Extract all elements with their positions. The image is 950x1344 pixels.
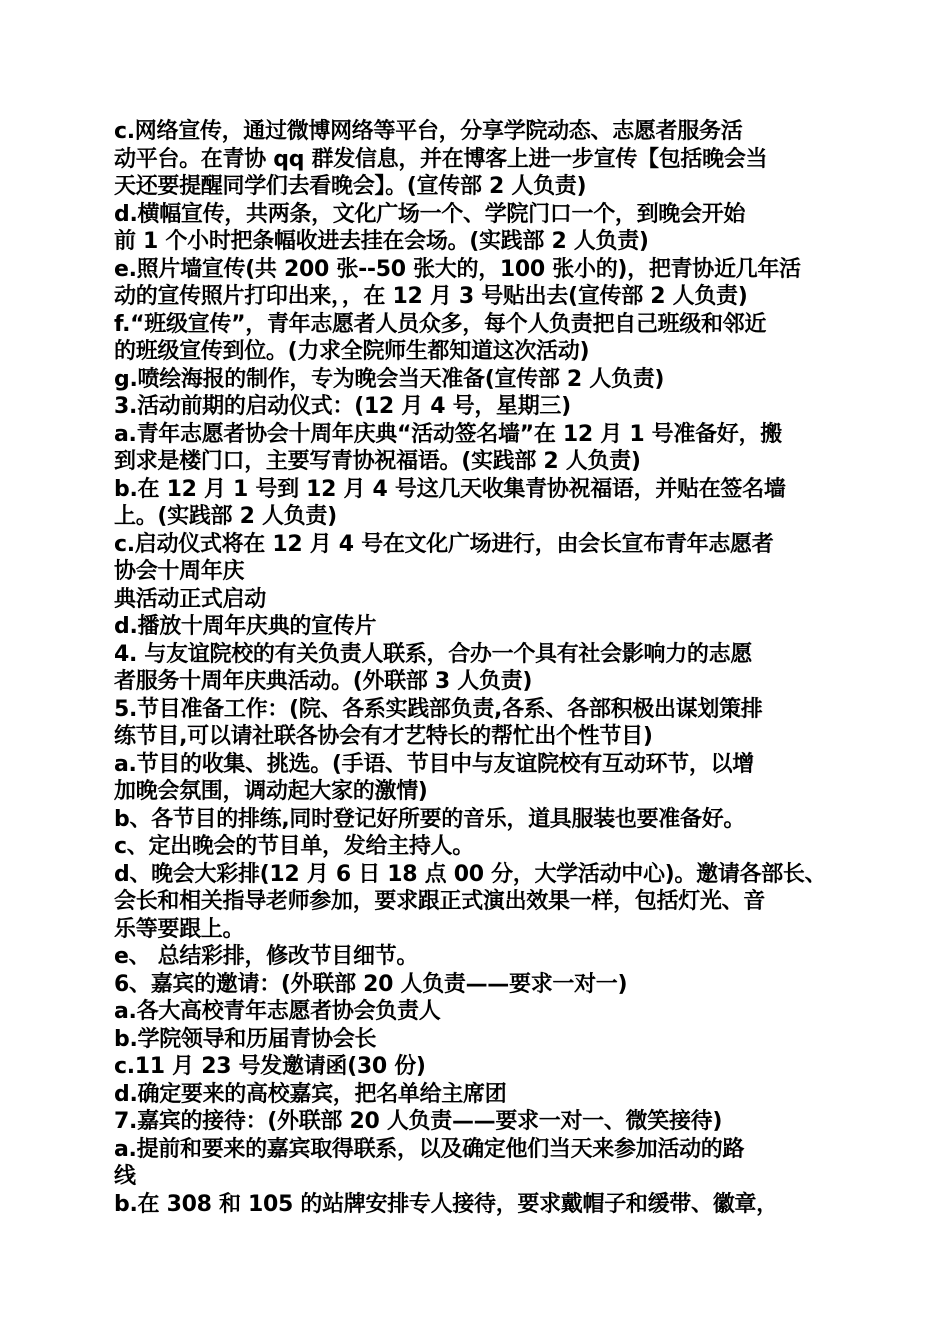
text-line: 3.活动前期的启动仪式：(12 月 4 号，星期三) — [114, 394, 571, 419]
text-line: 的班级宣传到位。(力求全院师生都知道这次活动) — [114, 339, 590, 364]
text-line: f.“班级宣传”，青年志愿者人员众多，每个人负责把自己班级和邻近 — [114, 311, 767, 337]
text-line: 7.嘉宾的接待：(外联部 20 人负责——要求一对一、微笑接待) — [114, 1109, 723, 1134]
text-line: a.各大高校青年志愿者协会负责人 — [114, 999, 441, 1024]
text-line: b.学院领导和历届青协会长 — [114, 1026, 377, 1052]
text-line: b.在 12 月 1 号到 12 月 4 号这几天收集青协祝福语，并贴在签名墙 — [114, 476, 786, 502]
text-line: 加晚会氛围，调动起大家的激情) — [114, 779, 428, 804]
text-line: b、各节目的排练,同时登记好所要的音乐，道具服装也要准备好。 — [114, 806, 746, 832]
text-line: 动平台。在青协 qq 群发信息，并在博客上进一步宣传【包括晚会当 — [114, 146, 768, 172]
text-line: d.播放十周年庆典的宣传片 — [114, 614, 377, 639]
text-line: a.青年志愿者协会十周年庆典“活动签名墙”在 12 月 1 号准备好，搬 — [114, 421, 782, 447]
text-line: d、晚会大彩排(12 月 6 日 18 点 00 分，大学活动中心)。邀请各部长、 — [114, 861, 827, 887]
text-line: g.喷绘海报的制作，专为晚会当天准备(宣传部 2 人负责) — [114, 366, 665, 392]
document-body — [114, 118, 849, 1218]
text-line: 前 1 个小时把条幅收进去挂在会场。(实践部 2 人负责) — [114, 229, 649, 254]
text-line: 协会十周年庆 — [114, 559, 245, 584]
text-line: a.提前和要来的嘉宾取得联系，以及确定他们当天来参加活动的路 — [114, 1136, 745, 1162]
text-line: 天还要提醒同学们去看晚会】。(宣传部 2 人负责) — [114, 174, 587, 199]
text-line: 者服务十周年庆典活动。(外联部 3 人负责) — [114, 669, 533, 694]
text-line: b.在 308 和 105 的站牌安排专人接待，要求戴帽子和缓带、徽章， — [114, 1191, 778, 1217]
text-line: 上。(实践部 2 人负责) — [114, 504, 337, 529]
text-line: e.照片墙宣传(共 200 张--50 张大的，100 张小的)，把青协近几年活 — [114, 256, 801, 282]
text-line: c.网络宣传，通过微博网络等平台，分享学院动态、志愿者服务活 — [114, 119, 743, 144]
text-line: d.确定要来的高校嘉宾，把名单给主席团 — [114, 1081, 507, 1107]
text-line: a.节目的收集、挑选。(手语、节目中与友谊院校有互动环节，以增 — [114, 751, 754, 777]
text-line: 6、嘉宾的邀请：(外联部 20 人负责——要求一对一) — [114, 971, 628, 997]
text-line: 练节目,可以请社联各协会有才艺特长的帮忙出个性节目) — [114, 724, 653, 749]
text-line: c.11 月 23 号发邀请函(30 份) — [114, 1054, 426, 1079]
text-line: c、定出晚会的节目单，发给主持人。 — [114, 834, 474, 859]
text-line: 典活动正式启动 — [114, 586, 266, 612]
text-line: d.横幅宣传，共两条，文化广场一个、学院门口一个，到晚会开始 — [114, 201, 746, 227]
text-line: 乐等要跟上。 — [114, 916, 245, 942]
text-line: 5.节目准备工作：(院、各系实践部负责,各系、各部积极出谋划策排 — [114, 696, 763, 722]
text-line: c.启动仪式将在 12 月 4 号在文化广场进行，由会长宣布青年志愿者 — [114, 531, 774, 557]
text-line: 到求是楼门口，主要写青协祝福语。(实践部 2 人负责) — [114, 449, 641, 474]
text-line: 动的宣传照片打印出来，，在 12 月 3 号贴出去(宣传部 2 人负责) — [114, 284, 748, 309]
text-line: 4. 与友谊院校的有关负责人联系，合办一个具有社会影响力的志愿 — [114, 641, 753, 667]
text-line: 线 — [114, 1164, 136, 1189]
text-line: 会长和相关指导老师参加，要求跟正式演出效果一样，包括灯光、音 — [114, 889, 766, 914]
text-line: e、 总结彩排，修改节目细节。 — [114, 944, 419, 969]
